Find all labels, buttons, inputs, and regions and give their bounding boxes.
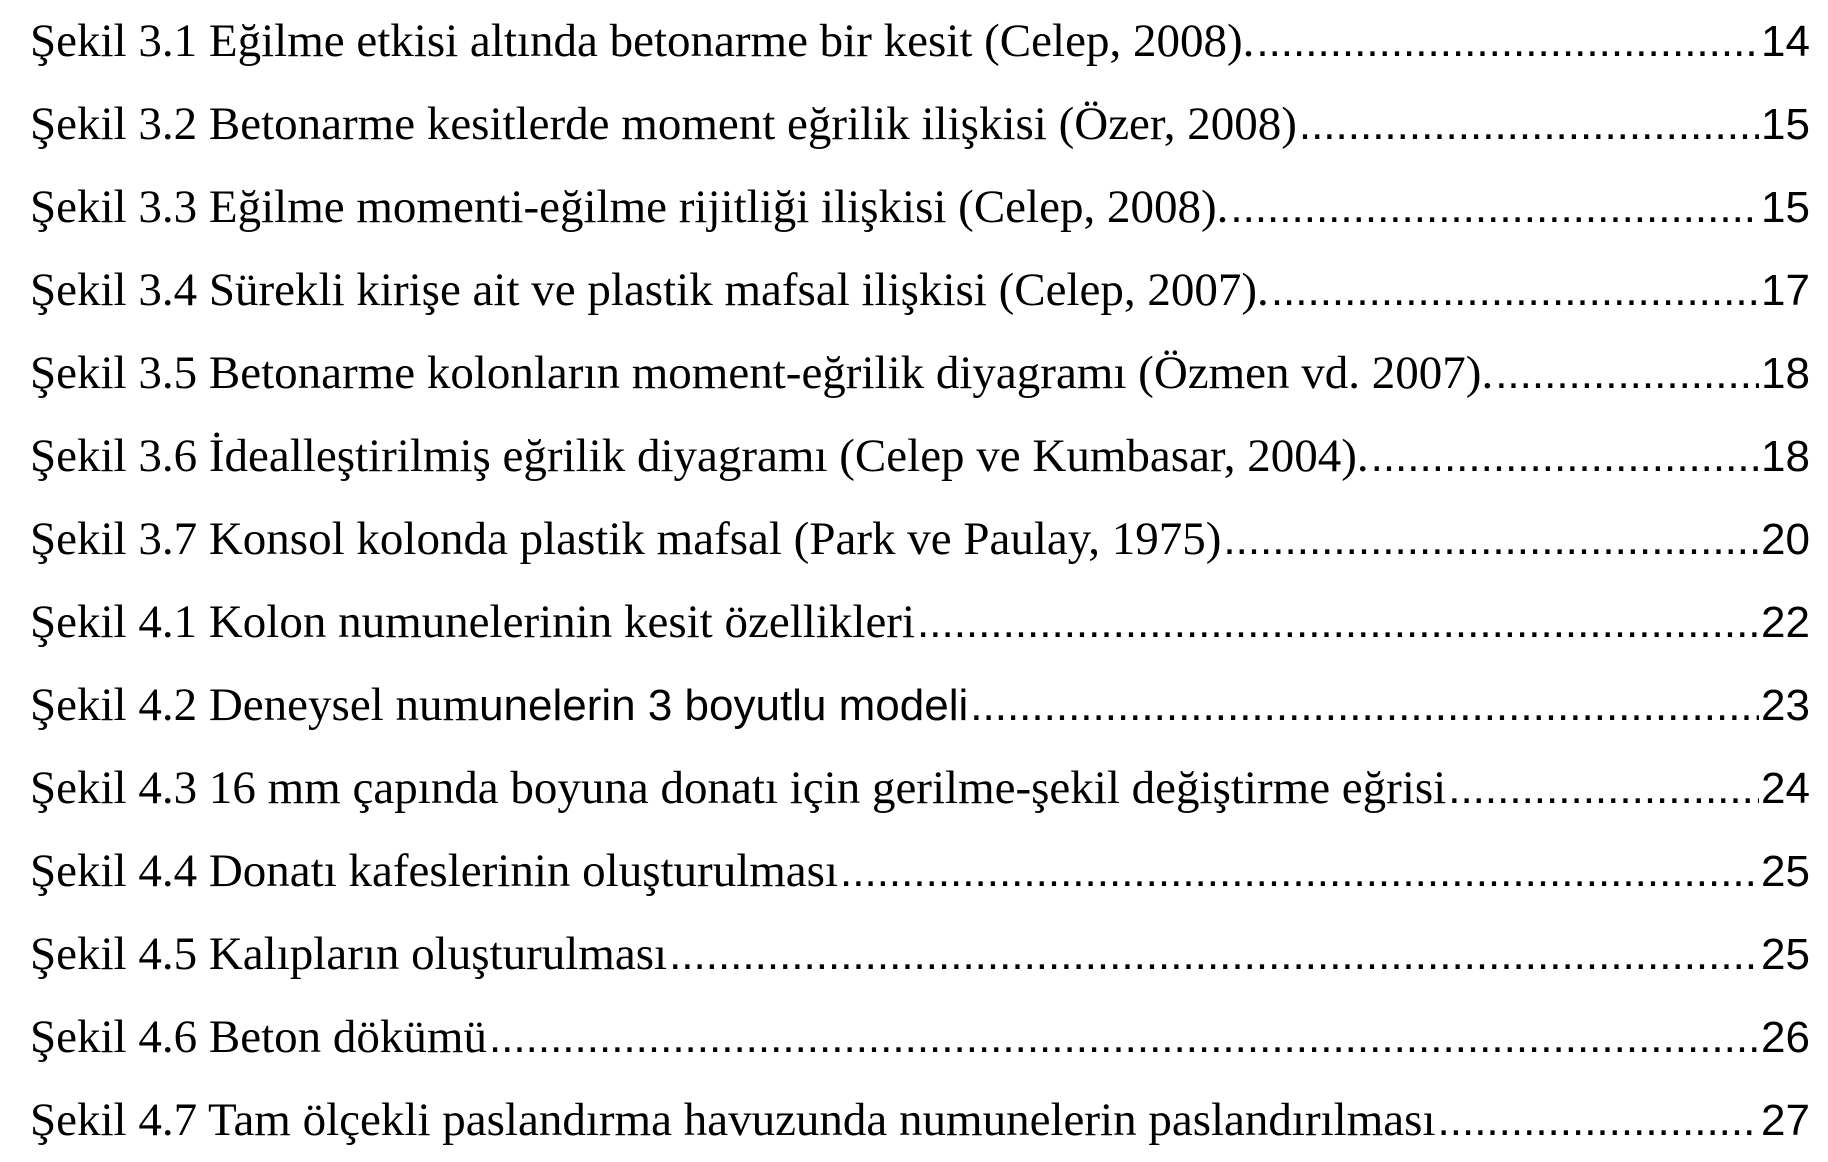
toc-entry-title: Şekil 3.5 Betonarme kolonların moment-eğrilik diyagramı (Özmen vd. 2007).: [30, 347, 1494, 399]
toc-entry-page: 27: [1761, 1096, 1810, 1145]
toc-entry-page: 23: [1761, 681, 1810, 730]
toc-entry-title: Şekil 4.6 Beton dökümü: [30, 1011, 487, 1063]
toc-entry-page: 14: [1761, 17, 1810, 66]
dot-leader: [1495, 332, 1759, 415]
dot-leader: [1438, 1079, 1760, 1162]
toc-entry-title: Şekil 3.1 Eğilme etkisi altında betonarme bir kesit (Celep, 2008).: [30, 15, 1255, 67]
toc-entry-3-6: [30, 415, 1810, 498]
toc-entry-4-3: [30, 747, 1810, 830]
list-of-figures: [30, 0, 1810, 1162]
toc-entry-title: Şekil 4.5 Kalıpların oluşturulması: [30, 928, 668, 980]
toc-entry-3-4: [30, 249, 1810, 332]
dot-leader: [1371, 415, 1759, 498]
dot-leader: [1271, 249, 1759, 332]
toc-entry-4-4: [30, 830, 1810, 913]
toc-entry-page: 22: [1761, 598, 1810, 647]
toc-entry-4-2: [30, 664, 1810, 747]
dot-leader: [840, 830, 1759, 913]
toc-entry-title: Şekil 3.4 Sürekli kirişe ait ve plastik mafsal ilişkisi (Celep, 2007).: [30, 264, 1269, 316]
toc-entry-4-5: [30, 913, 1810, 996]
toc-entry-title: [30, 664, 968, 747]
toc-entry-title: Şekil 4.3 16 mm çapında boyuna donatı için gerilme-şekil değiştirme eğrisi: [30, 762, 1447, 814]
toc-entry-page: 25: [1761, 930, 1810, 979]
toc-entry-title: Şekil 3.2 Betonarme kesitlerde moment eğrilik ilişkisi (Özer, 2008): [30, 98, 1297, 150]
toc-entry-page: 15: [1761, 100, 1810, 149]
dot-leader: [1256, 0, 1759, 83]
toc-entry-3-2: [30, 83, 1810, 166]
toc-entry-page: 24: [1761, 764, 1810, 813]
toc-entry-4-7: [30, 1079, 1810, 1162]
dot-leader: [1223, 498, 1759, 581]
dot-leader: [669, 913, 1759, 996]
dot-leader: [1448, 747, 1759, 830]
dot-leader: [970, 664, 1759, 747]
dot-leader: [489, 996, 1759, 1079]
toc-entry-page: 20: [1761, 515, 1810, 564]
dot-leader: [1230, 166, 1759, 249]
toc-entry-4-6: [30, 996, 1810, 1079]
dot-leader: [1299, 83, 1759, 166]
toc-entry-page: 15: [1761, 183, 1810, 232]
toc-entry-page: 17: [1761, 266, 1810, 315]
toc-entry-title: Şekil 3.3 Eğilme momenti-eğilme rijitliği ilişkisi (Celep, 2008).: [30, 181, 1229, 233]
toc-entry-3-5: [30, 332, 1810, 415]
toc-entry-page: 25: [1761, 847, 1810, 896]
toc-entry-page: 18: [1761, 349, 1810, 398]
toc-entry-3-7: [30, 498, 1810, 581]
toc-entry-title: Şekil 3.6 İdealleştirilmiş eğrilik diyagramı (Celep ve Kumbasar, 2004).: [30, 430, 1369, 482]
toc-entry-3-3: [30, 166, 1810, 249]
toc-entry-page: 18: [1761, 432, 1810, 481]
toc-entry-title: Şekil 3.7 Konsol kolonda plastik mafsal (Park ve Paulay, 1975): [30, 513, 1222, 565]
toc-entry-3-1: [30, 0, 1810, 83]
toc-entry-4-1: [30, 581, 1810, 664]
dot-leader: [917, 581, 1759, 664]
toc-entry-title-sans-part: unelerin 3 boyutlu modeli: [479, 681, 969, 730]
toc-entry-title: Şekil 4.4 Donatı kafeslerinin oluşturulması: [30, 845, 839, 897]
toc-entry-title-serif-part: Şekil 4.2 Deneysel num: [30, 679, 480, 731]
toc-entry-title: Şekil 4.7 Tam ölçekli paslandırma havuzunda numunelerin paslandırılması: [30, 1094, 1436, 1146]
toc-entry-title: Şekil 4.1 Kolon numunelerinin kesit özellikleri: [30, 596, 916, 648]
toc-entry-page: 26: [1761, 1013, 1810, 1062]
